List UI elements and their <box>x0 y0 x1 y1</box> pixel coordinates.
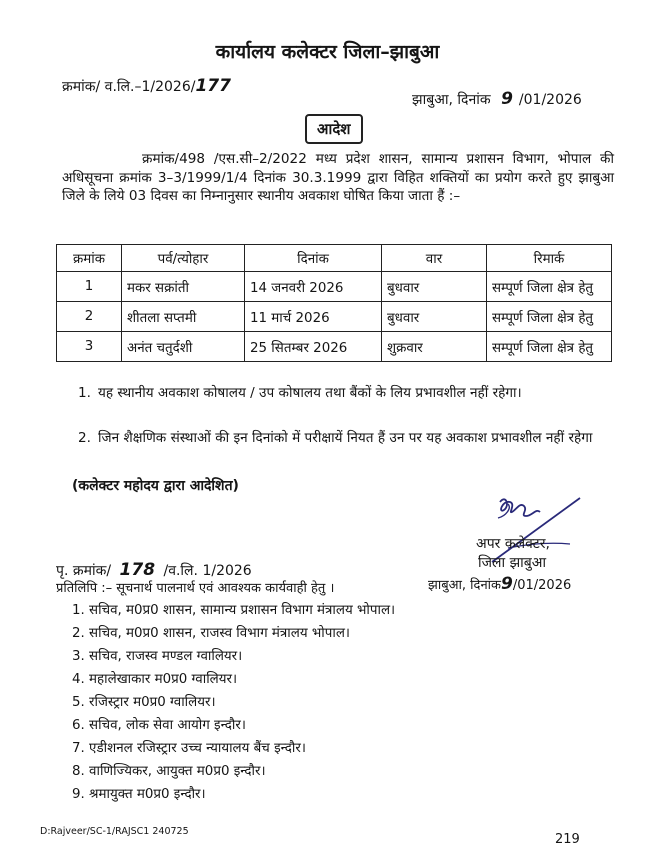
note-number: 2. <box>78 430 91 446</box>
cell-festival: अनंत चतुर्दशी <box>122 332 245 362</box>
list-item-text: श्रमायुक्त म0प्र0 इन्दौर। <box>89 787 206 802</box>
list-item <box>72 600 395 618</box>
cell-date: 25 सितम्बर 2026 <box>245 332 382 362</box>
list-item <box>72 784 206 802</box>
list-item <box>72 738 306 756</box>
order-date <box>412 89 582 109</box>
signatory-designation: अपर कलेक्टर, <box>476 536 550 552</box>
cell-serial: 3 <box>57 332 122 362</box>
cell-festival: शीतला सप्तमी <box>122 302 245 332</box>
list-item-number: 4. <box>72 672 85 687</box>
table-header-row <box>57 245 612 272</box>
list-item-number: 9. <box>72 787 85 802</box>
list-item-text: महालेखाकार म0प्र0 ग्वालियर। <box>89 672 238 687</box>
copy-to-line: प्रतिलिपि :– सूचनार्थ पालनार्थ एवं आवश्यक कार्यवाही हेतु । <box>56 581 335 596</box>
list-item-text: सचिव, म0प्र0 शासन, सामान्य प्रशासन विभाग मंत्रालय भोपाल। <box>89 603 396 618</box>
list-item-text: रजिस्ट्रार म0प्र0 ग्वालियर। <box>89 695 216 710</box>
list-item-text: सचिव, राजस्व मण्डल ग्वालियर। <box>89 649 243 664</box>
list-item <box>72 692 216 710</box>
note-text: यह स्थानीय अवकाश कोषालय / उप कोषालय तथा बैंकों के लिय प्रभावशील नहीं रहेगा। <box>98 385 522 401</box>
list-item-text: एडीशनल रजिस्ट्रार उच्च न्यायालय बैंच इन्दौर। <box>89 741 306 756</box>
endorsement-date-rest: /01/2026 <box>512 578 572 593</box>
endorsement-date-day-handwritten: 9 <box>501 574 513 594</box>
list-item-number: 3. <box>72 649 85 664</box>
endorsement-reference <box>56 560 252 580</box>
cell-remark: सम्पूर्ण जिला क्षेत्र हेतु <box>487 332 612 362</box>
office-title: कार्यालय कलेक्टर जिला–झाबुआ <box>215 41 440 63</box>
cell-day: शुक्रवार <box>382 332 487 362</box>
order-body-paragraph: क्रमांक/498 /एस.सी–2/2022 मध्य प्रदेश शासन, सामान्य प्रशासन विभाग, भोपाल की अधिसूचना क्रमांक 3–3/1999/1/4 दिनांक 30.3.1999 द्वारा विहित शक्तियों का प्रयोग करते हुए झाबुआ जिले के लिये 03 दिवस का निम्नानुसार स्थानीय अवकाश घोषित किया जाता हैं :– <box>62 151 614 204</box>
table-row <box>57 302 612 332</box>
cell-date: 11 मार्च 2026 <box>245 302 382 332</box>
table-row <box>57 272 612 302</box>
list-item <box>72 623 350 641</box>
col-remark: रिमार्क <box>487 245 612 272</box>
reference-line <box>62 76 231 96</box>
list-item-number: 8. <box>72 764 85 779</box>
table-row <box>57 332 612 362</box>
list-item-number: 5. <box>72 695 85 710</box>
cell-festival: मकर सक्रांती <box>122 272 245 302</box>
reference-prefix: क्रमांक/ व.लि.–1/2026/ <box>62 79 196 95</box>
endorsement-ref-suffix: /व.लि. 1/2026 <box>163 563 252 579</box>
holiday-table <box>56 244 612 362</box>
list-item-number: 2. <box>72 626 85 641</box>
signatory-district: जिला झाबुआ <box>478 555 547 571</box>
cell-remark: सम्पूर्ण जिला क्षेत्र हेतु <box>487 272 612 302</box>
list-item-number: 7. <box>72 741 85 756</box>
col-serial: क्रमांक <box>57 245 122 272</box>
cell-day: बुधवार <box>382 302 487 332</box>
note-text: जिन शैक्षणिक संस्थाओं की इन दिनांको में परीक्षायें नियत हैं उन पर यह अवकाश प्रभावशील नहीं रहेगा <box>98 430 593 446</box>
list-item-text: सचिव, लोक सेवा आयोग इन्दौर। <box>89 718 246 733</box>
order-date-day-handwritten: 9 <box>501 89 513 109</box>
endorsement-number-handwritten: 178 <box>119 560 156 580</box>
order-date-prefix: झाबुआ, दिनांक <box>412 92 491 108</box>
cell-date: 14 जनवरी 2026 <box>245 272 382 302</box>
list-item-number: 1. <box>72 603 85 618</box>
order-heading: आदेश <box>305 114 363 144</box>
list-item-text: वाणिज्यिकर, आयुक्त म0प्र0 इन्दौर। <box>89 764 266 779</box>
reference-number-handwritten: 177 <box>195 76 231 96</box>
col-festival: पर्व/त्योहार <box>122 245 245 272</box>
cell-day: बुधवार <box>382 272 487 302</box>
endorsement-ref-prefix: पृ. क्रमांक/ <box>56 563 112 579</box>
list-item <box>72 761 266 779</box>
list-item-number: 6. <box>72 718 85 733</box>
ordered-by-line: (कलेक्टर महोदय द्वारा आदेशित) <box>72 478 239 494</box>
cell-remark: सम्पूर्ण जिला क्षेत्र हेतु <box>487 302 612 332</box>
list-item <box>72 646 242 664</box>
order-date-rest: /01/2026 <box>518 92 582 108</box>
endorsement-date-prefix: झाबुआ, दिनांक <box>428 578 502 593</box>
cell-serial: 1 <box>57 272 122 302</box>
note-number: 1. <box>78 385 91 401</box>
list-item <box>72 715 246 733</box>
endorsement-date <box>428 574 571 594</box>
col-day: वार <box>382 245 487 272</box>
list-item-text: सचिव, म0प्र0 शासन, राजस्व विभाग मंत्रालय भोपाल। <box>89 626 350 641</box>
page-number: 219 <box>555 832 580 847</box>
cell-serial: 2 <box>57 302 122 332</box>
list-item <box>72 669 237 687</box>
file-path-footer: D:Rajveer/SC-1/RAJSC1 240725 <box>40 826 189 837</box>
col-date: दिनांक <box>245 245 382 272</box>
